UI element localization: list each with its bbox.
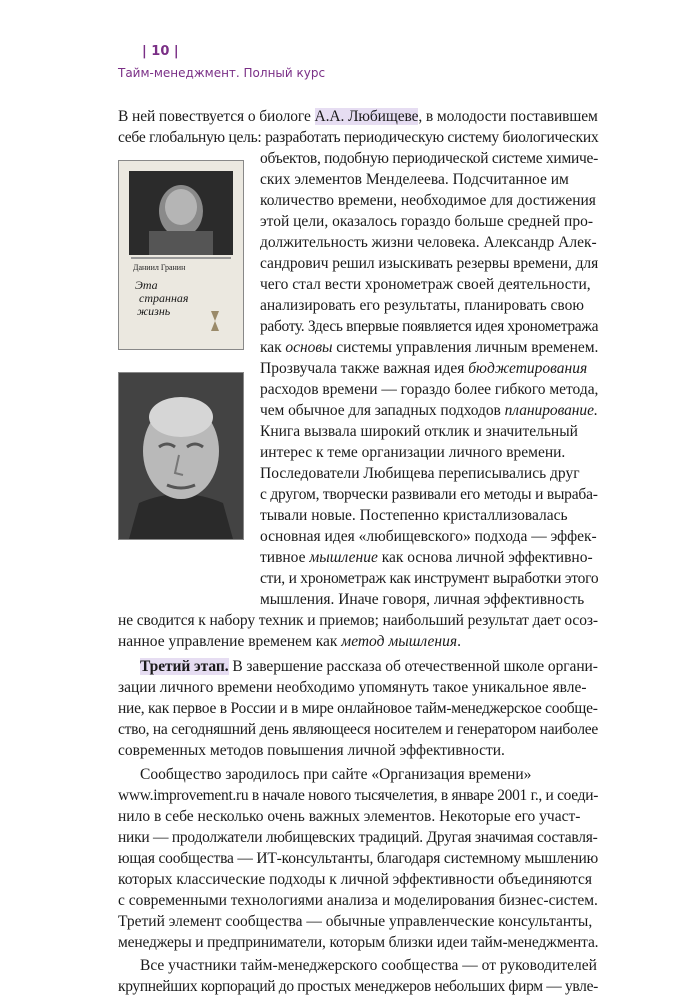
text-line: объектов, подобную периодической системе химиче-	[260, 150, 599, 167]
text-line: Третий элемент сообщества — обычные управленческие консультанты,	[118, 913, 593, 930]
text-line: сти, и хронометраж как инструмент выработки этого	[260, 570, 599, 587]
text-line: себе глобальную цель: разработать периодическую систему биологических	[118, 129, 599, 146]
text-line: www.improvement.ru в начале нового тысячелетия, в январе 2001 г., и соеди-	[118, 787, 599, 804]
text-line: чем обычное для западных подходов планирование.	[260, 402, 598, 419]
text-line: работу. Здесь впервые появляется идея хронометража	[260, 318, 599, 335]
text-line: должительность жизни человека. Александр Алек-	[260, 234, 597, 251]
text-line: нило в себе несколько очень важных элементов. Некоторые его участ-	[118, 808, 581, 825]
text-line: Третий этап. В завершение рассказа об отечественной школе органи-	[140, 658, 598, 675]
text-line: нанное управление временем как метод мышления.	[118, 633, 461, 650]
book-cover-image	[118, 160, 244, 350]
text-line: интерес к теме организации личного времени.	[260, 444, 566, 461]
text-line: тивное мышление как основа личной эффективно-	[260, 549, 593, 566]
text-line: Последователи Любищева переписывались друг	[260, 465, 580, 482]
text-line: Прозвучала также важная идея бюджетирования	[260, 360, 588, 377]
book-cover-title-line-1: Эта	[135, 278, 158, 292]
running-title: Тайм-менеджмент. Полный курс	[118, 66, 326, 80]
text-line: тывали новые. Постепенно кристаллизовалась	[260, 507, 568, 524]
text-line: мышления. Иначе говоря, личная эффективность	[260, 591, 585, 608]
text-line: с современными технологиями анализа и моделирования бизнес-систем.	[118, 892, 598, 909]
text-line: ство, на сегодняшний день являющееся носителем и генератором наиболее	[118, 721, 599, 738]
text-line: Книга вызвала широкий отклик и значительный	[260, 423, 578, 440]
book-cover-title-line-3: жизнь	[137, 304, 171, 318]
page-number: | 10 |	[142, 44, 179, 59]
text-line: основная идея «любищевского» подхода — эффек-	[260, 528, 597, 545]
text-line: Сообщество зародилось при сайте «Организация времени»	[140, 766, 532, 783]
text-line: зации личного времени необходимо упомянуть такое уникальное явле-	[118, 679, 587, 696]
text-line: менеджеры и предприниматели, которым близки идеи тайм-менеджмента.	[118, 934, 599, 951]
text-line: анализировать его результаты, планировать свою	[260, 297, 584, 314]
text-line: ских элементов Менделеева. Подсчитанное им	[260, 171, 569, 188]
text-line: с другом, творчески развивали его методы и выраба-	[260, 486, 598, 503]
text-line: расходов времени — гораздо более гибкого метода,	[260, 381, 599, 398]
highlighted-name: А.А. Любищеве	[314, 108, 419, 125]
text-line: современных методов повышения личной эффективности.	[118, 742, 505, 759]
book-cover-title-line-2: странная	[139, 291, 189, 305]
text-line: ники — продолжатели любищевских традиций. Другая значимая составля-	[118, 829, 598, 846]
book-cover-author: Даниил Гранин	[133, 263, 186, 272]
text-line: сандрович решил изыскивать резервы времени, для	[260, 255, 599, 272]
text-line: ющая сообщества — ИТ-консультанты, благодаря системному мышлению	[118, 850, 598, 867]
text-line: В ней повествуется о биологе А.А. Любищеве, в молодости поставившем	[118, 108, 598, 125]
text-line: чего стал вести хронометраж своей деятельности,	[260, 276, 591, 293]
text-line: ние, как первое в России и в мире онлайновое тайм-менеджерское сообще-	[118, 700, 598, 717]
section-heading: Третий этап.	[140, 658, 229, 675]
text-line: Все участники тайм-менеджерского сообщества — от руководителей	[140, 957, 597, 974]
text-line: не сводится к набору техник и приемов; наибольший результат дает осоз-	[118, 612, 598, 629]
text-line: крупнейших корпораций до простых менеджеров небольших фирм — увле-	[118, 978, 598, 995]
portrait-illustration	[119, 373, 243, 539]
text-line: которых классические подходы к личной эффективности объединяются	[118, 871, 592, 888]
text-line: этой цели, оказалось гораздо больше средней про-	[260, 213, 593, 230]
book-cover-illustration	[119, 161, 243, 349]
portrait-photo	[118, 372, 244, 540]
text-line: количество времени, необходимое для достижения	[260, 192, 596, 209]
text-line: как основы системы управления личным временем.	[260, 339, 599, 356]
